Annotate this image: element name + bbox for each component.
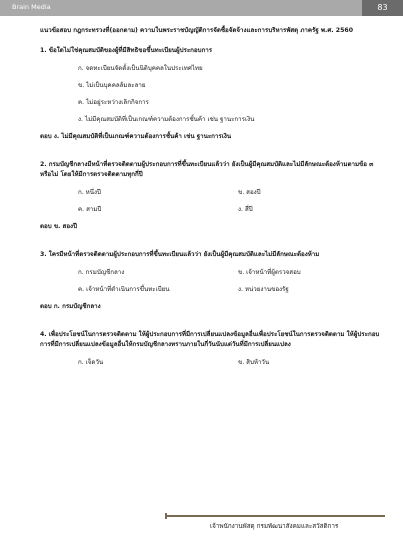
- question-4: 4. เพื่อประโยชน์ในการตรวจติดตาม ให้ผู้ประกอบการที่มีการเปลี่ยนแปลงข้อมูลอื่นเพื่อประโยชน์ในการตรวจติดตาม ให้ผู้ประกอบการที่มีการเปลี่ยนแปลงข้อมูลอื่นให้กรมบัญชีกลางทราบภายในกี่วันนับแต่วันที่มีการเปลี่ยนแปลง: [40, 331, 380, 348]
- answer-3: ตอบ ก. กรมบัญชีกลาง: [40, 303, 101, 310]
- options-row: [40, 188, 380, 198]
- header-bar: [0, 0, 403, 16]
- option-3d: ง. หน่วยงานของรัฐ: [238, 286, 289, 293]
- option-3c: ค. เจ้าหน้าที่ดำเนินการขึ้นทะเบียน: [78, 286, 170, 293]
- options-row: [40, 268, 380, 278]
- footer-rule: [165, 515, 385, 517]
- question-3: 3. ใครมีหน้าที่ตรวจติดตามผู้ประกอบการที่ขึ้นทะเบียนแล้วว่า ยังเป็นผู้มีคุณสมบัติและไม่มีลักษณะต้องห้าม: [40, 251, 320, 258]
- option-2a: ก. หนึ่งปี: [78, 189, 101, 196]
- question-1: 1. ข้อใดไม่ใช่คุณสมบัติของผู้ที่มีสิทธิขอขึ้นทะเบียนผู้ประกอบการ: [40, 47, 213, 54]
- page-number: 83: [377, 3, 388, 12]
- page-heading: แนวข้อสอบ กฎกระทรวงที่(ออกตาม) ความในพระราชบัญญัติการจัดซื้อจัดจ้างและการบริหารพัสดุ ภาครัฐ พ.ศ. 2560: [40, 27, 354, 34]
- option-2d: ง. สี่ปี: [238, 206, 253, 213]
- answer-2: ตอบ ข. สองปี: [40, 223, 77, 230]
- publisher-name: Brain Media: [12, 3, 51, 11]
- option-4b: ข. สิบห้าวัน: [238, 359, 270, 366]
- options-row: [40, 358, 380, 368]
- option-2c: ค. สามปี: [78, 206, 102, 213]
- option-3b: ข. เจ้าหน้าที่ผู้ตรวจสอบ: [238, 269, 301, 276]
- option-1b: ข. ไม่เป็นบุคคลล้มละลาย: [78, 82, 146, 89]
- question-2: 2. กรมบัญชีกลางมีหน้าที่ตรวจติดตามผู้ประกอบการที่ขึ้นทะเบียนแล้วว่า ยังเป็นผู้มีคุณสมบัติและไม่มีลักษณะต้องห้ามตามข้อ ๓ หรือไม่ โดยให้มีการตรวจติดตามทุกกี่ปี: [40, 161, 374, 178]
- option-4a: ก. เจ็ดวัน: [78, 359, 104, 366]
- options-row: [40, 285, 380, 295]
- option-2b: ข. สองปี: [238, 189, 261, 196]
- option-1c: ค. ไม่อยู่ระหว่างเลิกกิจการ: [78, 99, 149, 106]
- footer-text: เจ้าพนักงานพัสดุ กรมพัฒนาสังคมและสวัสดิการ: [210, 523, 339, 530]
- options-row: [40, 205, 380, 215]
- option-1d: ง. ไม่มีคุณสมบัติที่เป็นเกณฑ์ความต้องการชั้นค้า เช่น ฐานะการเงิน: [78, 116, 255, 123]
- answer-1: ตอบ ง. ไม่มีคุณสมบัติที่เป็นเกณฑ์ความต้องการชั้นค้า เช่น ฐานะการเงิน: [40, 133, 232, 140]
- option-1a: ก. จดทะเบียนจัดตั้งเป็นนิติบุคคลในประเทศไทย: [78, 65, 203, 72]
- option-3a: ก. กรมบัญชีกลาง: [78, 269, 125, 276]
- page-content: [40, 26, 380, 375]
- page-number-box: [362, 0, 403, 16]
